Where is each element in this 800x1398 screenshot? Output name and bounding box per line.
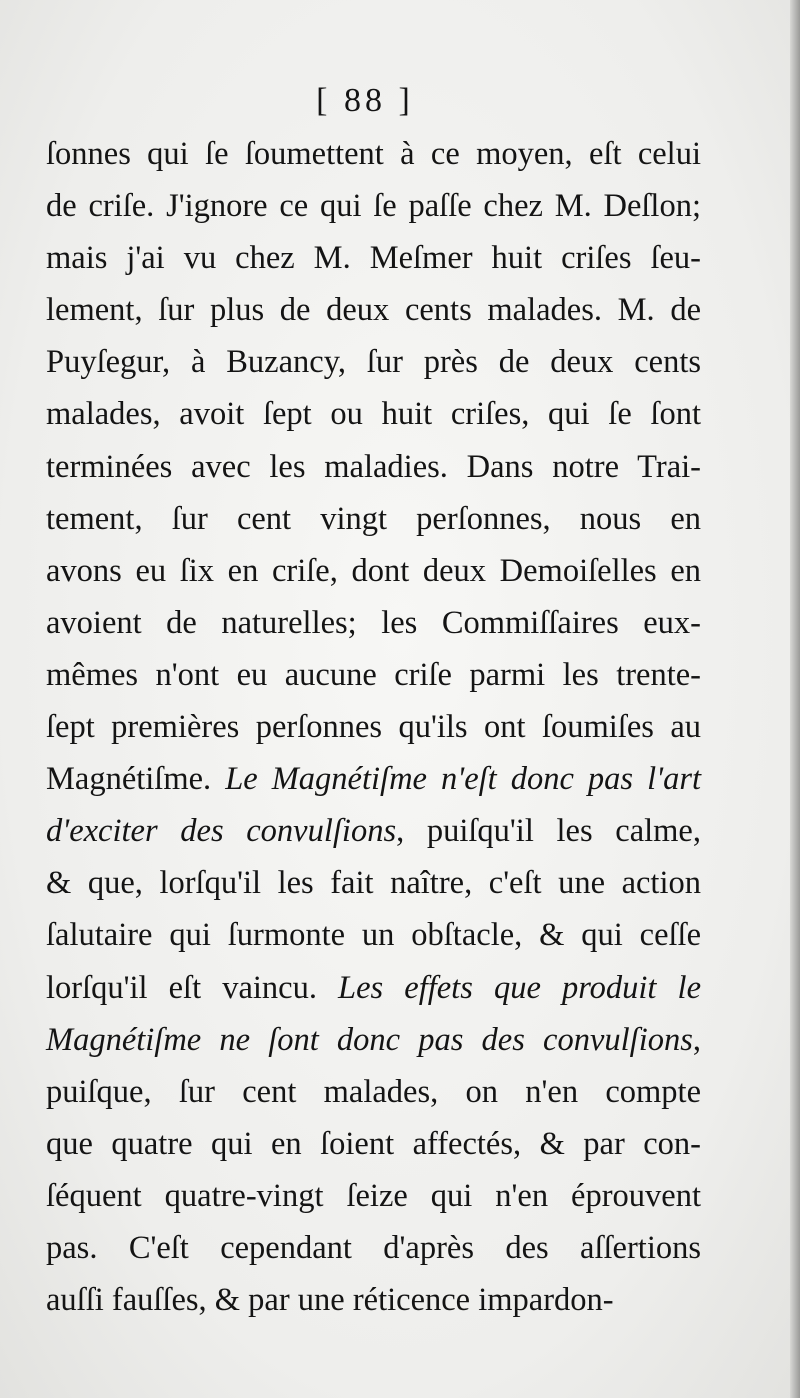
text-line bbox=[46, 1222, 701, 1274]
text-segment: de criſe. J'ignore ce qui ſe paſſe chez M. Deſlon; bbox=[46, 188, 701, 225]
text-line bbox=[46, 962, 701, 1014]
text-line bbox=[46, 1014, 701, 1066]
text-line bbox=[46, 441, 701, 493]
text-segment: lorſqu'il eſt vaincu. bbox=[46, 969, 339, 1006]
text-line bbox=[46, 180, 701, 232]
text-line bbox=[46, 649, 701, 701]
text-line bbox=[46, 1118, 701, 1170]
italic-text: Le Magnétiſme n'eſt donc pas l'art bbox=[225, 761, 701, 798]
text-line bbox=[46, 1170, 701, 1222]
text-line bbox=[46, 493, 701, 545]
text-segment: ſonnes qui ſe ſoumettent à ce moyen, eſt celui bbox=[46, 136, 701, 172]
text-line bbox=[46, 1066, 701, 1118]
text-line bbox=[46, 284, 701, 336]
text-segment: que quatre qui en ſoient affectés, & par con- bbox=[46, 1125, 701, 1162]
text-line bbox=[46, 753, 701, 805]
text-segment: Puyſegur, à Buzancy, ſur près de deux cents bbox=[46, 344, 701, 381]
text-line bbox=[46, 128, 701, 180]
italic-text: Les effets que produit le bbox=[338, 969, 701, 1006]
text-segment: avons eu ſix en criſe, dont deux Demoiſelles en bbox=[46, 552, 701, 589]
text-line bbox=[46, 857, 701, 909]
text-segment: tement, ſur cent vingt perſonnes, nous en bbox=[46, 500, 701, 537]
text-segment: avoient de naturelles; les Commiſſaires eux- bbox=[46, 604, 701, 641]
text-segment: lement, ſur plus de deux cents malades. M. de bbox=[46, 292, 701, 329]
text-segment: malades, avoit ſept ou huit criſes, qui ſe ſont bbox=[46, 396, 701, 433]
italic-text: d'exciter des convulſions bbox=[46, 813, 397, 850]
text-segment: puiſque, ſur cent malades, on n'en compte bbox=[46, 1073, 701, 1110]
text-segment: ſept premières perſonnes qu'ils ont ſoumiſes au bbox=[46, 709, 701, 746]
text-segment: , puiſqu'il les calme, bbox=[396, 813, 701, 850]
text-segment: , bbox=[692, 1021, 701, 1058]
text-segment: & que, lorſqu'il les fait naître, c'eſt une action bbox=[46, 865, 701, 902]
text-line bbox=[46, 545, 701, 597]
text-line bbox=[46, 388, 701, 440]
page-number: [ 88 ] bbox=[316, 82, 414, 119]
text-line bbox=[46, 336, 701, 388]
text-segment: terminées avec les maladies. Dans notre Trai- bbox=[46, 448, 701, 485]
text-segment: pas. C'eſt cependant d'après des aſſertions bbox=[46, 1229, 701, 1266]
text-segment: mêmes n'ont eu aucune criſe parmi les trente- bbox=[46, 656, 701, 693]
text-segment: mais j'ai vu chez M. Meſmer huit criſes ſeu- bbox=[46, 240, 701, 277]
text-segment: Magnétiſme. bbox=[46, 761, 226, 798]
text-line bbox=[46, 909, 701, 961]
text-line bbox=[46, 1274, 701, 1326]
text-line bbox=[46, 701, 701, 753]
text-segment: ſalutaire qui ſurmonte un obſtacle, & qui ceſſe bbox=[46, 917, 701, 954]
text-segment: auſſi fauſſes, & par une réticence impardon- bbox=[46, 1282, 614, 1319]
italic-text: Magnétiſme ne ſont donc pas des convulſions bbox=[46, 1021, 693, 1058]
text-line bbox=[46, 232, 701, 284]
text-line bbox=[46, 805, 701, 857]
text-line bbox=[46, 597, 701, 649]
text-segment: ſéquent quatre-vingt ſeize qui n'en éprouvent bbox=[46, 1177, 701, 1214]
page-edge-shadow bbox=[790, 0, 800, 1398]
body-text bbox=[46, 128, 701, 1326]
